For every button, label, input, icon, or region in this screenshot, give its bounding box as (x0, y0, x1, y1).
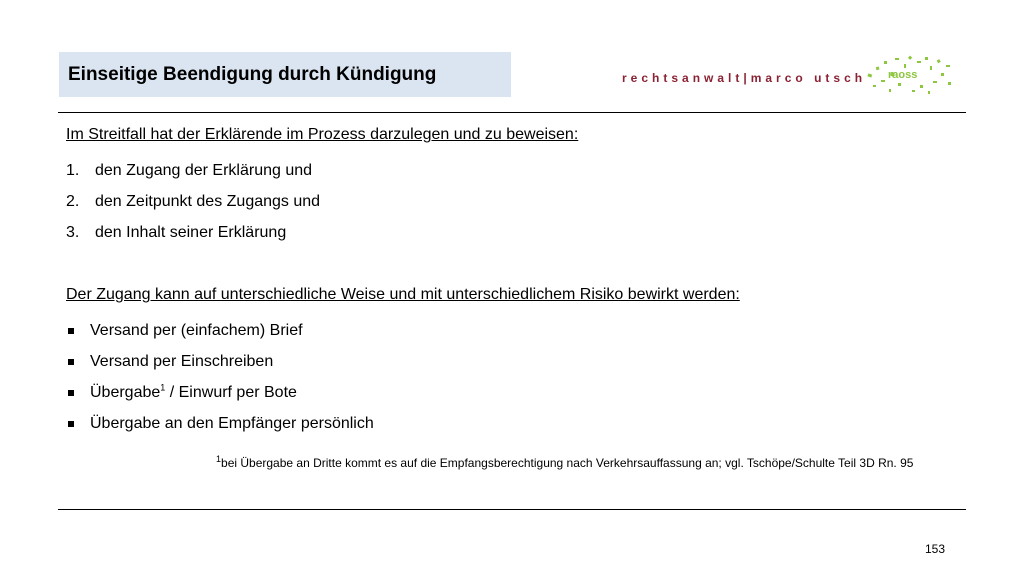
list-item: Versand per Einschreiben (90, 353, 274, 370)
list-item: Übergabe an den Empfänger persönlich (90, 415, 374, 432)
footnote-text: bei Übergabe an Dritte kommt es auf die Empfangsberechtigung nach Verkehrsauffassung an; vgl. Tschöpe/Schulte Teil 3D Rn. 95 (221, 456, 914, 470)
list-item: den Zugang der Erklärung und (95, 162, 313, 179)
raoss-logo-icon (862, 52, 956, 98)
page-number: 153 (925, 542, 946, 556)
bottom-divider (58, 509, 966, 510)
brand-text: rechtsanwalt|marco utsch (622, 71, 867, 85)
list-item: Übergabe$^1$ / Einwurf per Bote (90, 382, 297, 401)
list-item: Versand per (einfachem) Brief (90, 322, 303, 339)
footnote-marker: 1 (216, 454, 222, 464)
section2-heading: Der Zugang kann auf unterschiedliche Weise und mit unterschiedlichem Risiko bewirkt werden: (66, 286, 740, 303)
square-bullet-icon (68, 421, 74, 427)
list-item-number: 3. (66, 224, 80, 241)
list-item-number: 1. (66, 162, 80, 179)
section1-heading: Im Streitfall hat der Erklärende im Prozess darzulegen und zu beweisen: (66, 126, 579, 143)
footnote (216, 456, 913, 470)
square-bullet-icon (68, 359, 74, 365)
square-bullet-icon (68, 328, 74, 334)
list-item: den Zeitpunkt des Zugangs und (95, 193, 321, 210)
list-item-number: 2. (66, 193, 80, 210)
top-divider (58, 112, 966, 113)
footnote-ref: 1 (160, 382, 166, 393)
slide-title: Einseitige Beendigung durch Kündigung (68, 64, 437, 85)
list-item: den Inhalt seiner Erklärung (95, 224, 287, 241)
svg-text:raoss: raoss (888, 69, 918, 81)
square-bullet-icon (68, 390, 74, 396)
